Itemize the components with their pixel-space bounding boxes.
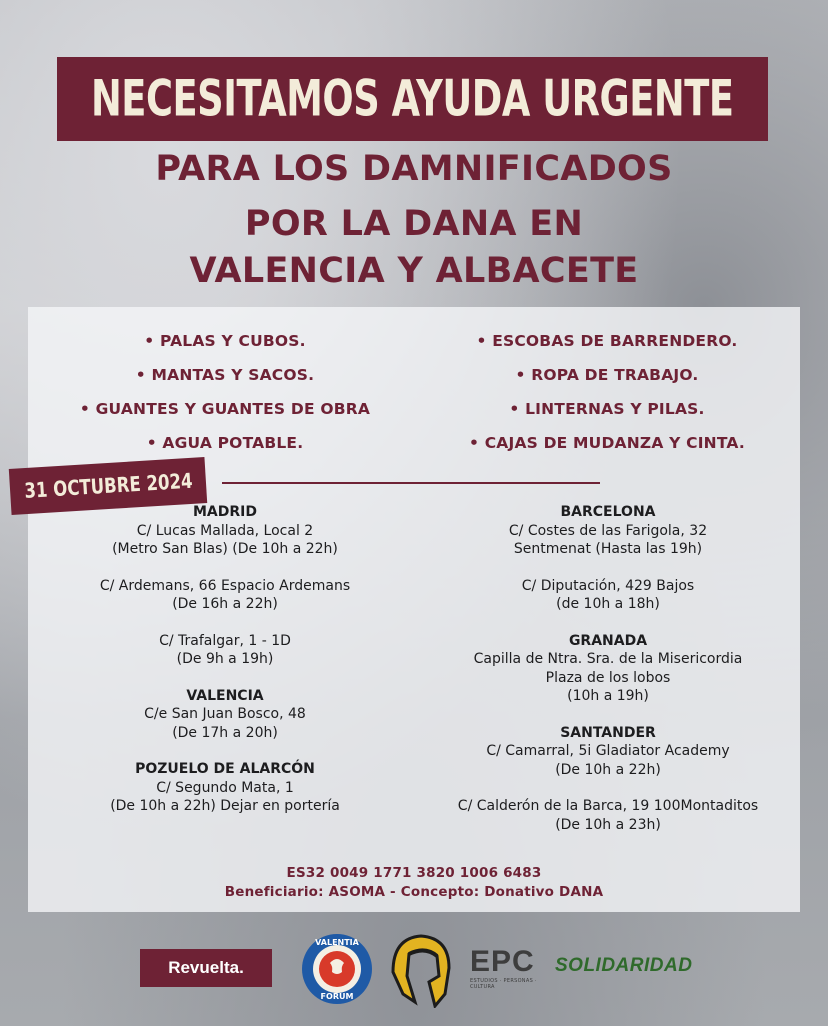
list-item: • AGUA POTABLE. [146, 434, 304, 452]
main-title: NECESITAMOS AYUDA URGENTE [91, 70, 734, 128]
address: C/ Segundo Mata, 1 [156, 779, 294, 796]
subtitle-line-2: POR LA DANA EN [244, 204, 584, 244]
epc-subtext: ESTUDIOS · PERSONAS · CULTURA [470, 978, 537, 990]
hours: Sentmenat (Hasta las 19h) [513, 541, 703, 557]
list-item: • ROPA DE TRABAJO. [515, 366, 699, 384]
title-banner [57, 57, 768, 141]
address: Capilla de Ntra. Sra. de la Misericordia [473, 651, 743, 667]
subtitle-line-3: VALENCIA Y ALBACETE [189, 251, 639, 291]
logo-row [0, 930, 828, 1020]
hours: (De 10h a 22h) Dejar en portería [110, 798, 340, 814]
locations-right [418, 503, 798, 834]
hours: (Metro San Blas) (De 10h a 22h) [112, 541, 338, 557]
hours: (De 10h a 23h) [555, 816, 661, 833]
needed-items-left [40, 330, 410, 466]
revuelta-label: Revuelta. [168, 958, 244, 977]
hours: (10h a 19h) [567, 688, 649, 704]
address: C/ Camarral, 5i Gladiator Academy [486, 743, 730, 759]
date-label: 31 OCTUBRE 2024 [23, 468, 193, 504]
list-item: • GUANTES Y GUANTES DE OBRA [79, 400, 371, 418]
hours: (De 16h a 22h) [172, 596, 278, 612]
city-madrid: MADRID [193, 504, 257, 520]
city-granada: GRANADA [568, 632, 648, 649]
address: C/ Ardemans, 66 Espacio Ardemans [99, 577, 351, 594]
subtitle-line-1: PARA LOS DAMNIFICADOS [155, 149, 673, 189]
helmet-logo-icon [385, 932, 455, 1008]
hours: (De 9h a 19h) [176, 651, 274, 667]
list-item: • PALAS Y CUBOS. [144, 332, 306, 350]
valentia-forum-logo [301, 933, 373, 1005]
locations-left [40, 503, 410, 816]
valentia-bottom-text: FORUM [320, 992, 354, 1001]
list-item: • ESCOBAS DE BARRENDERO. [476, 332, 738, 350]
address: C/ Costes de las Farigola, 32 [508, 522, 708, 539]
valentia-top-text: VALENTIA [315, 938, 359, 947]
city-pozuelo: POZUELO DE ALARCÓN [135, 761, 315, 777]
needed-items-right [412, 330, 802, 466]
city-valencia: VALENCIA [186, 687, 264, 704]
epc-logo [470, 946, 546, 990]
hours: (de 10h a 18h) [556, 596, 660, 612]
address: C/ Diputación, 429 Bajos [521, 577, 695, 594]
hours: (De 17h a 20h) [172, 724, 278, 741]
list-item: • CAJAS DE MUDANZA Y CINTA. [469, 434, 745, 452]
address: C/ Calderón de la Barca, 19 100Montaditos [457, 798, 759, 814]
address: Plaza de los lobos [545, 669, 671, 686]
beneficiary: Beneficiario: ASOMA - Concepto: Donativo DANA [224, 884, 604, 900]
divider [222, 482, 600, 484]
city-santander: SANTANDER [560, 724, 656, 741]
city-barcelona: BARCELONA [560, 504, 656, 520]
list-item: • LINTERNAS Y PILAS. [509, 400, 705, 418]
revuelta-logo [140, 949, 272, 987]
address: C/ Trafalgar, 1 - 1D [159, 632, 291, 649]
address: C/e San Juan Bosco, 48 [144, 706, 306, 722]
solidaridad-logo: SOLIDARIDAD [555, 955, 693, 976]
epc-text: EPC [470, 945, 535, 978]
list-item: • MANTAS Y SACOS. [135, 366, 315, 384]
iban: ES32 0049 1771 3820 1006 6483 [286, 865, 542, 881]
hours: (De 10h a 22h) [555, 761, 661, 778]
address: C/ Lucas Mallada, Local 2 [136, 522, 314, 539]
